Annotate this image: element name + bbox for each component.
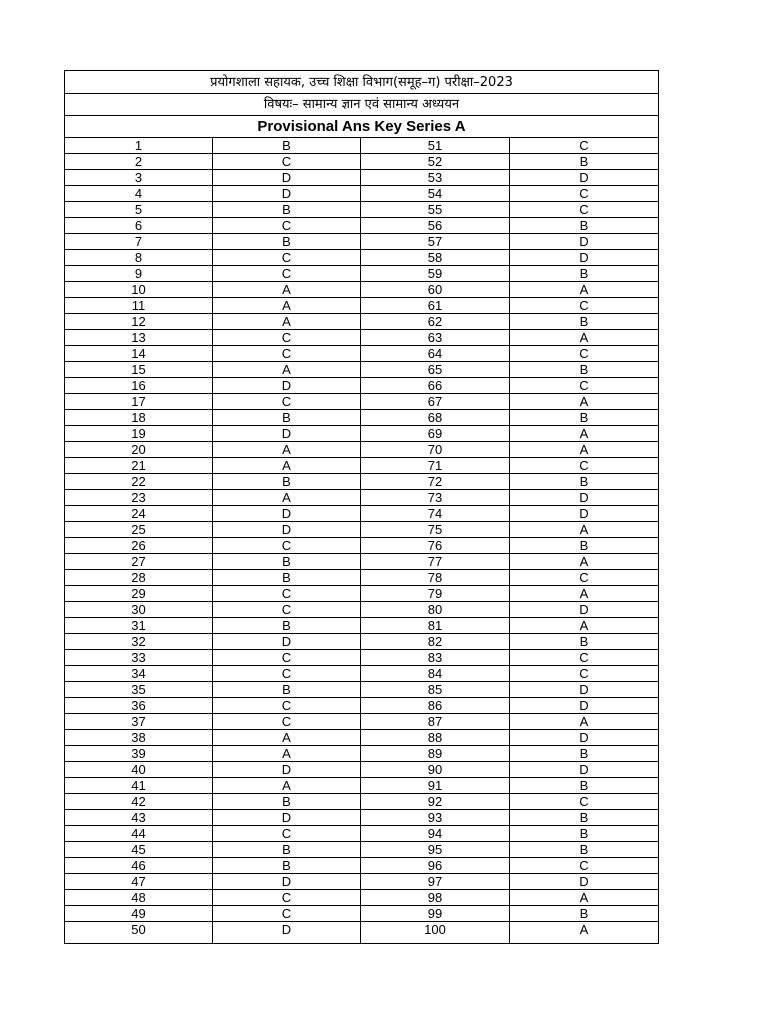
question-number-right: 74 <box>361 506 510 522</box>
question-number-left: 39 <box>65 746 213 762</box>
answer-left: A <box>213 298 361 314</box>
question-number-left: 50 <box>65 922 213 944</box>
question-number-right: 55 <box>361 202 510 218</box>
answer-left: B <box>213 618 361 634</box>
question-number-left: 11 <box>65 298 213 314</box>
answer-right: B <box>510 826 659 842</box>
answer-right: C <box>510 202 659 218</box>
table-row <box>65 202 659 218</box>
answer-right: D <box>510 730 659 746</box>
answer-right: C <box>510 298 659 314</box>
question-number-left: 42 <box>65 794 213 810</box>
question-number-right: 71 <box>361 458 510 474</box>
question-number-right: 99 <box>361 906 510 922</box>
question-number-right: 92 <box>361 794 510 810</box>
answer-right: D <box>510 682 659 698</box>
question-number-right: 64 <box>361 346 510 362</box>
answer-left: A <box>213 362 361 378</box>
table-row <box>65 698 659 714</box>
question-number-left: 9 <box>65 266 213 282</box>
key-title-row <box>65 116 659 138</box>
answer-left: B <box>213 234 361 250</box>
answer-right: C <box>510 138 659 154</box>
question-number-left: 40 <box>65 762 213 778</box>
question-number-left: 28 <box>65 570 213 586</box>
question-number-right: 70 <box>361 442 510 458</box>
question-number-right: 79 <box>361 586 510 602</box>
answer-left: A <box>213 442 361 458</box>
question-number-left: 45 <box>65 842 213 858</box>
answer-right: C <box>510 570 659 586</box>
answer-right: B <box>510 778 659 794</box>
question-number-right: 67 <box>361 394 510 410</box>
question-number-left: 20 <box>65 442 213 458</box>
question-number-left: 47 <box>65 874 213 890</box>
answer-right: C <box>510 794 659 810</box>
question-number-right: 58 <box>361 250 510 266</box>
answer-right: A <box>510 394 659 410</box>
question-number-right: 54 <box>361 186 510 202</box>
question-number-left: 44 <box>65 826 213 842</box>
question-number-left: 22 <box>65 474 213 490</box>
answer-left: D <box>213 378 361 394</box>
answer-left: C <box>213 250 361 266</box>
table-row <box>65 362 659 378</box>
question-number-right: 72 <box>361 474 510 490</box>
answer-left: A <box>213 458 361 474</box>
question-number-right: 63 <box>361 330 510 346</box>
question-number-right: 98 <box>361 890 510 906</box>
answer-left: D <box>213 506 361 522</box>
table-row <box>65 138 659 154</box>
table-row <box>65 746 659 762</box>
question-number-right: 65 <box>361 362 510 378</box>
question-number-right: 60 <box>361 282 510 298</box>
table-row <box>65 570 659 586</box>
answer-left: B <box>213 842 361 858</box>
table-row <box>65 522 659 538</box>
answer-left: A <box>213 282 361 298</box>
question-number-left: 24 <box>65 506 213 522</box>
table-row <box>65 826 659 842</box>
question-number-right: 86 <box>361 698 510 714</box>
question-number-right: 85 <box>361 682 510 698</box>
table-row <box>65 714 659 730</box>
answer-left: B <box>213 410 361 426</box>
answer-left: D <box>213 170 361 186</box>
question-number-left: 1 <box>65 138 213 154</box>
answer-left: B <box>213 794 361 810</box>
table-row <box>65 234 659 250</box>
answer-right: B <box>510 842 659 858</box>
question-number-left: 21 <box>65 458 213 474</box>
answer-left: C <box>213 666 361 682</box>
question-number-right: 96 <box>361 858 510 874</box>
question-number-left: 43 <box>65 810 213 826</box>
question-number-right: 56 <box>361 218 510 234</box>
answer-left: B <box>213 554 361 570</box>
question-number-left: 3 <box>65 170 213 186</box>
question-number-left: 18 <box>65 410 213 426</box>
answer-right: B <box>510 538 659 554</box>
question-number-right: 62 <box>361 314 510 330</box>
answer-left: C <box>213 218 361 234</box>
answer-left: C <box>213 154 361 170</box>
answer-left: C <box>213 330 361 346</box>
answer-left: C <box>213 586 361 602</box>
answer-right: B <box>510 634 659 650</box>
answer-left: D <box>213 874 361 890</box>
answer-left: D <box>213 810 361 826</box>
table-row <box>65 314 659 330</box>
table-row <box>65 666 659 682</box>
question-number-left: 8 <box>65 250 213 266</box>
table-row <box>65 218 659 234</box>
question-number-left: 37 <box>65 714 213 730</box>
answer-left: C <box>213 266 361 282</box>
question-number-right: 53 <box>361 170 510 186</box>
table-row <box>65 890 659 906</box>
answer-left: C <box>213 650 361 666</box>
question-number-right: 68 <box>361 410 510 426</box>
answer-right: A <box>510 426 659 442</box>
table-row <box>65 794 659 810</box>
answer-right: C <box>510 378 659 394</box>
table-row <box>65 490 659 506</box>
question-number-right: 93 <box>361 810 510 826</box>
answer-right: B <box>510 746 659 762</box>
answer-left: D <box>213 186 361 202</box>
answer-left: B <box>213 202 361 218</box>
answer-right: D <box>510 170 659 186</box>
answer-right: B <box>510 810 659 826</box>
question-number-left: 38 <box>65 730 213 746</box>
exam-title: प्रयोगशाला सहायक, उच्च शिक्षा विभाग(समूह–ग) परीक्षा–2023 <box>65 71 659 94</box>
answer-left: D <box>213 426 361 442</box>
question-number-left: 2 <box>65 154 213 170</box>
table-row <box>65 442 659 458</box>
table-row <box>65 586 659 602</box>
table-row <box>65 410 659 426</box>
answer-right: B <box>510 906 659 922</box>
question-number-right: 75 <box>361 522 510 538</box>
answer-right: A <box>510 922 659 944</box>
question-number-right: 88 <box>361 730 510 746</box>
question-number-left: 26 <box>65 538 213 554</box>
question-number-right: 52 <box>361 154 510 170</box>
question-number-right: 81 <box>361 618 510 634</box>
answer-right: C <box>510 186 659 202</box>
table-row <box>65 250 659 266</box>
question-number-left: 25 <box>65 522 213 538</box>
question-number-right: 78 <box>361 570 510 586</box>
table-row <box>65 858 659 874</box>
answer-key-table <box>64 70 659 944</box>
question-number-left: 32 <box>65 634 213 650</box>
table-row <box>65 266 659 282</box>
key-title: Provisional Ans Key Series A <box>65 116 659 138</box>
question-number-right: 76 <box>361 538 510 554</box>
table-row <box>65 426 659 442</box>
answer-right: D <box>510 874 659 890</box>
table-row <box>65 762 659 778</box>
answer-right: D <box>510 250 659 266</box>
answer-left: C <box>213 906 361 922</box>
answer-right: D <box>510 762 659 778</box>
table-row <box>65 634 659 650</box>
answer-right: B <box>510 410 659 426</box>
answer-left: B <box>213 474 361 490</box>
table-row <box>65 922 659 944</box>
question-number-right: 66 <box>361 378 510 394</box>
table-row <box>65 186 659 202</box>
table-row <box>65 650 659 666</box>
answer-right: B <box>510 314 659 330</box>
question-number-left: 48 <box>65 890 213 906</box>
question-number-left: 14 <box>65 346 213 362</box>
answer-left: C <box>213 602 361 618</box>
question-number-right: 87 <box>361 714 510 730</box>
table-row <box>65 394 659 410</box>
answer-right: A <box>510 282 659 298</box>
question-number-left: 35 <box>65 682 213 698</box>
question-number-left: 36 <box>65 698 213 714</box>
question-number-right: 61 <box>361 298 510 314</box>
answer-right: A <box>510 330 659 346</box>
question-number-left: 13 <box>65 330 213 346</box>
answer-left: B <box>213 858 361 874</box>
table-row <box>65 154 659 170</box>
answer-left: C <box>213 394 361 410</box>
table-row <box>65 682 659 698</box>
answer-left: C <box>213 538 361 554</box>
table-row <box>65 346 659 362</box>
answer-right: B <box>510 474 659 490</box>
question-number-right: 69 <box>361 426 510 442</box>
question-number-left: 5 <box>65 202 213 218</box>
table-row <box>65 810 659 826</box>
question-number-left: 41 <box>65 778 213 794</box>
table-row <box>65 730 659 746</box>
subject-row <box>65 94 659 116</box>
question-number-left: 49 <box>65 906 213 922</box>
question-number-right: 82 <box>361 634 510 650</box>
table-row <box>65 330 659 346</box>
question-number-left: 15 <box>65 362 213 378</box>
question-number-right: 59 <box>361 266 510 282</box>
table-row <box>65 458 659 474</box>
table-row <box>65 506 659 522</box>
table-row <box>65 298 659 314</box>
answer-right: A <box>510 522 659 538</box>
table-row <box>65 906 659 922</box>
question-number-left: 17 <box>65 394 213 410</box>
question-number-left: 23 <box>65 490 213 506</box>
answer-right: B <box>510 154 659 170</box>
question-number-left: 10 <box>65 282 213 298</box>
question-number-left: 31 <box>65 618 213 634</box>
question-number-right: 77 <box>361 554 510 570</box>
answer-right: A <box>510 890 659 906</box>
table-row <box>65 778 659 794</box>
answer-right: B <box>510 218 659 234</box>
table-row <box>65 282 659 298</box>
table-row <box>65 538 659 554</box>
question-number-left: 29 <box>65 586 213 602</box>
question-number-right: 97 <box>361 874 510 890</box>
question-number-left: 4 <box>65 186 213 202</box>
question-number-right: 80 <box>361 602 510 618</box>
answer-left: B <box>213 570 361 586</box>
question-number-right: 57 <box>361 234 510 250</box>
answer-left: D <box>213 522 361 538</box>
question-number-right: 83 <box>361 650 510 666</box>
table-row <box>65 874 659 890</box>
question-number-right: 94 <box>361 826 510 842</box>
question-number-left: 12 <box>65 314 213 330</box>
answer-left: A <box>213 490 361 506</box>
question-number-left: 19 <box>65 426 213 442</box>
question-number-right: 89 <box>361 746 510 762</box>
answer-right: B <box>510 362 659 378</box>
answer-left: C <box>213 826 361 842</box>
table-row <box>65 602 659 618</box>
answer-right: A <box>510 714 659 730</box>
table-row <box>65 554 659 570</box>
answer-left: B <box>213 682 361 698</box>
question-number-left: 7 <box>65 234 213 250</box>
answer-left: A <box>213 314 361 330</box>
answer-right: C <box>510 650 659 666</box>
answer-left: A <box>213 746 361 762</box>
answer-right: C <box>510 858 659 874</box>
question-number-right: 95 <box>361 842 510 858</box>
answer-right: A <box>510 554 659 570</box>
answer-left: A <box>213 730 361 746</box>
answer-right: D <box>510 602 659 618</box>
question-number-right: 51 <box>361 138 510 154</box>
table-row <box>65 842 659 858</box>
answer-left: C <box>213 714 361 730</box>
question-number-right: 84 <box>361 666 510 682</box>
answer-left: A <box>213 778 361 794</box>
answer-left: C <box>213 890 361 906</box>
answer-left: D <box>213 762 361 778</box>
answer-right: D <box>510 698 659 714</box>
answer-left: C <box>213 698 361 714</box>
subject-title: विषयः– सामान्य ज्ञान एवं सामान्य अध्ययन <box>65 94 659 116</box>
question-number-left: 46 <box>65 858 213 874</box>
answer-right: A <box>510 586 659 602</box>
table-row <box>65 474 659 490</box>
answer-right: A <box>510 442 659 458</box>
question-number-right: 100 <box>361 922 510 944</box>
answer-left: D <box>213 634 361 650</box>
answer-left: B <box>213 138 361 154</box>
answer-right: D <box>510 490 659 506</box>
question-number-left: 16 <box>65 378 213 394</box>
table-row <box>65 618 659 634</box>
answer-right: B <box>510 266 659 282</box>
answer-left: D <box>213 922 361 944</box>
answer-right: C <box>510 458 659 474</box>
exam-title-row <box>65 71 659 94</box>
answer-right: D <box>510 506 659 522</box>
answer-right: C <box>510 346 659 362</box>
answer-right: C <box>510 666 659 682</box>
table-row <box>65 170 659 186</box>
table-row <box>65 378 659 394</box>
answer-left: C <box>213 346 361 362</box>
question-number-right: 91 <box>361 778 510 794</box>
answer-right: A <box>510 618 659 634</box>
question-number-right: 90 <box>361 762 510 778</box>
question-number-left: 33 <box>65 650 213 666</box>
question-number-left: 34 <box>65 666 213 682</box>
question-number-left: 30 <box>65 602 213 618</box>
answer-right: D <box>510 234 659 250</box>
question-number-right: 73 <box>361 490 510 506</box>
question-number-left: 6 <box>65 218 213 234</box>
question-number-left: 27 <box>65 554 213 570</box>
